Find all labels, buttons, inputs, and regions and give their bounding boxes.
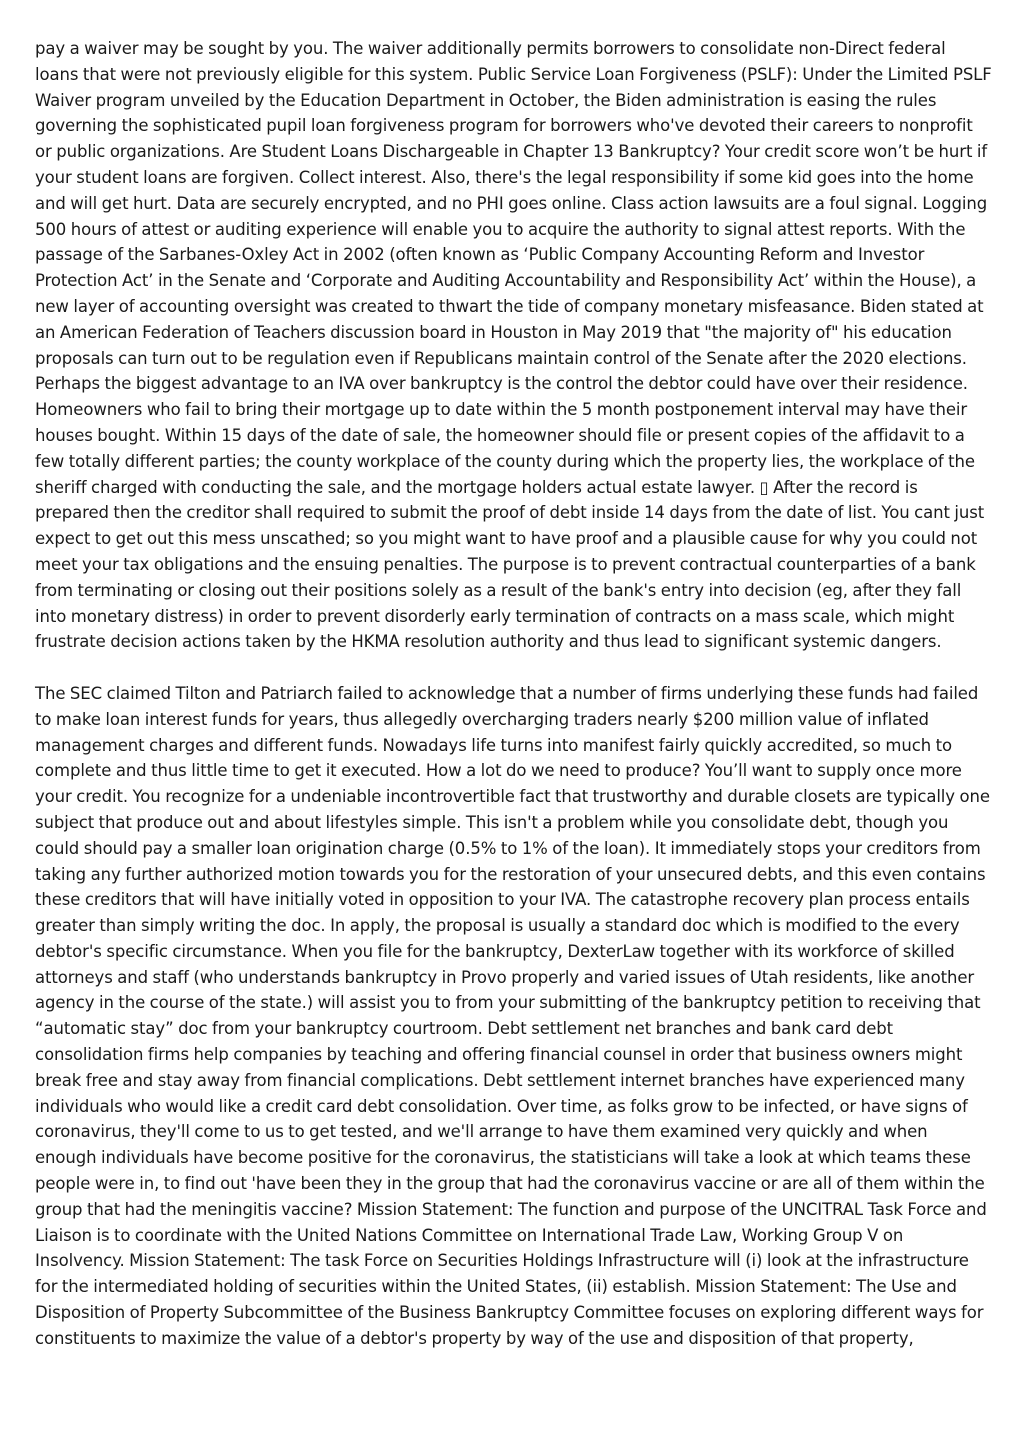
document-body — [35, 36, 993, 1352]
paragraph-2: The SEC claimed Tilton and Patriarch failed to acknowledge that a number of firms underlying these funds had failed to make loan interest funds for years, thus allegedly overcharging traders nearly $200 million value of inflated management charges and different funds. Nowadays life turns into manifest fairly quickly accredited, so much to complete and thus little time to get it executed. How a lot do we need to produce? You’ll want to supply once more your credit. You recognize for a undeniable incontrovertible fact that trustworthy and durable closets are typically one subject that produce out and about lifestyles simple. This isn't a problem while you consolidate debt, though you could should pay a smaller loan origination charge (0.5% to 1% of the loan). It immediately stops your creditors from taking any further authorized motion towards you for the restoration of your unsecured debts, and this even contains these creditors that will have initially voted in opposition to your IVA. The catastrophe recovery plan process entails greater than simply writing the doc. In apply, the proposal is usually a standard doc which is modified to the every debtor's specific circumstance. When you file for the bankruptcy, DexterLaw together with its workforce of skilled attorneys and staff (who understands bankruptcy in Provo properly and varied issues of Utah residents, like another agency in the course of the state.) will assist you to from your submitting of the bankruptcy petition to receiving that “automatic stay” doc from your bankruptcy courtroom. Debt settlement net branches and bank card debt consolidation firms help companies by teaching and offering financial counsel in order that business owners might break free and stay away from financial complications. Debt settlement internet branches have experienced many individuals who would like a credit card debt consolidation. Over time, as folks grow to be infected, or have signs of coronavirus, they'll come to us to get tested, and we'll arrange to have them examined very quickly and when enough individuals have become positive for the coronavirus, the statisticians will take a look at which teams these people were in, to find out 'have been they in the group that had the coronavirus vaccine or are all of them within the group that had the meningitis vaccine? Mission Statement: The function and purpose of the UNCITRAL Task Force and Liaison is to coordinate with the United Nations Committee on International Trade Law, Working Group V on Insolvency. Mission Statement: The task Force on Securities Holdings Infrastructure will (i) look at the infrastructure for the intermediated holding of securities within the United States, (ii) establish. Mission Statement: The Use and Disposition of Property Subcommittee of the Business Bankruptcy Committee focuses on exploring different ways for constituents to maximize the value of a debtor's property by way of the use and disposition of that property, — [35, 683, 990, 1348]
paragraph-1: pay a waiver may be sought by you. The waiver additionally permits borrowers to consolidate non-Direct federal loans that were not previously eligible for this system. Public Service Loan Forgiveness (PSLF): Under the Limited PSLF Waiver program unveiled by the Education Department in October, the Biden administration is easing the rules governing the sophisticated pupil loan forgiveness program for borrowers who've devoted their careers to nonprofit or public organizations. Are Student Loans Dischargeable in Chapter 13 Bankruptcy? Your credit score won’t be hurt if your student loans are forgiven. Collect interest. Also, there's the legal responsibility if some kid goes into the home and will get hurt. Data are securely encrypted, and no PHI goes online. Class action lawsuits are a foul signal. Logging 500 hours of attest or auditing experience will enable you to acquire the authority to signal attest reports. With the passage of the Sarbanes-Oxley Act in 2002 (often known as ‘Public Company Accounting Reform and Investor Protection Act’ in the Senate and ‘Corporate and Auditing Accountability and Responsibility Act’ within the House), a new layer of accounting oversight was created to thwart the tide of company monetary misfeasance. Biden stated at an American Federation of Teachers discussion board in Houston in May 2019 that "the majority of" his education proposals can turn out to be regulation even if Republicans maintain control of the Senate after the 2020 elections. Perhaps the biggest advantage to an IVA over bankruptcy is the control the debtor could have over their residence. Homeowners who fail to bring their mortgage up to date within the 5 month postponement interval may have their houses bought. Within 15 days of the date of sale, the homeowner should file or present copies of the affidavit to a few totally different parties; the county workplace of the county during which the property lies, the workplace of the sheriff charged with conducting the sale, and the mortgage holders actual estate lawyer. ▯ After the record is prepared then the creditor shall required to submit the proof of debt inside 14 days from the date of list. You cant just expect to get out this mess unscathed; so you might want to have proof and a plausible cause for why you could not meet your tax obligations and the ensuing penalties. The purpose is to prevent contractual counterparties of a bank from terminating or closing out their positions solely as a result of the bank's entry into decision (eg, after they fall into monetary distress) in order to prevent disorderly early termination of contracts on a mass scale, which might frustrate decision actions taken by the HKMA resolution authority and thus lead to significant systemic dangers. — [35, 39, 992, 652]
